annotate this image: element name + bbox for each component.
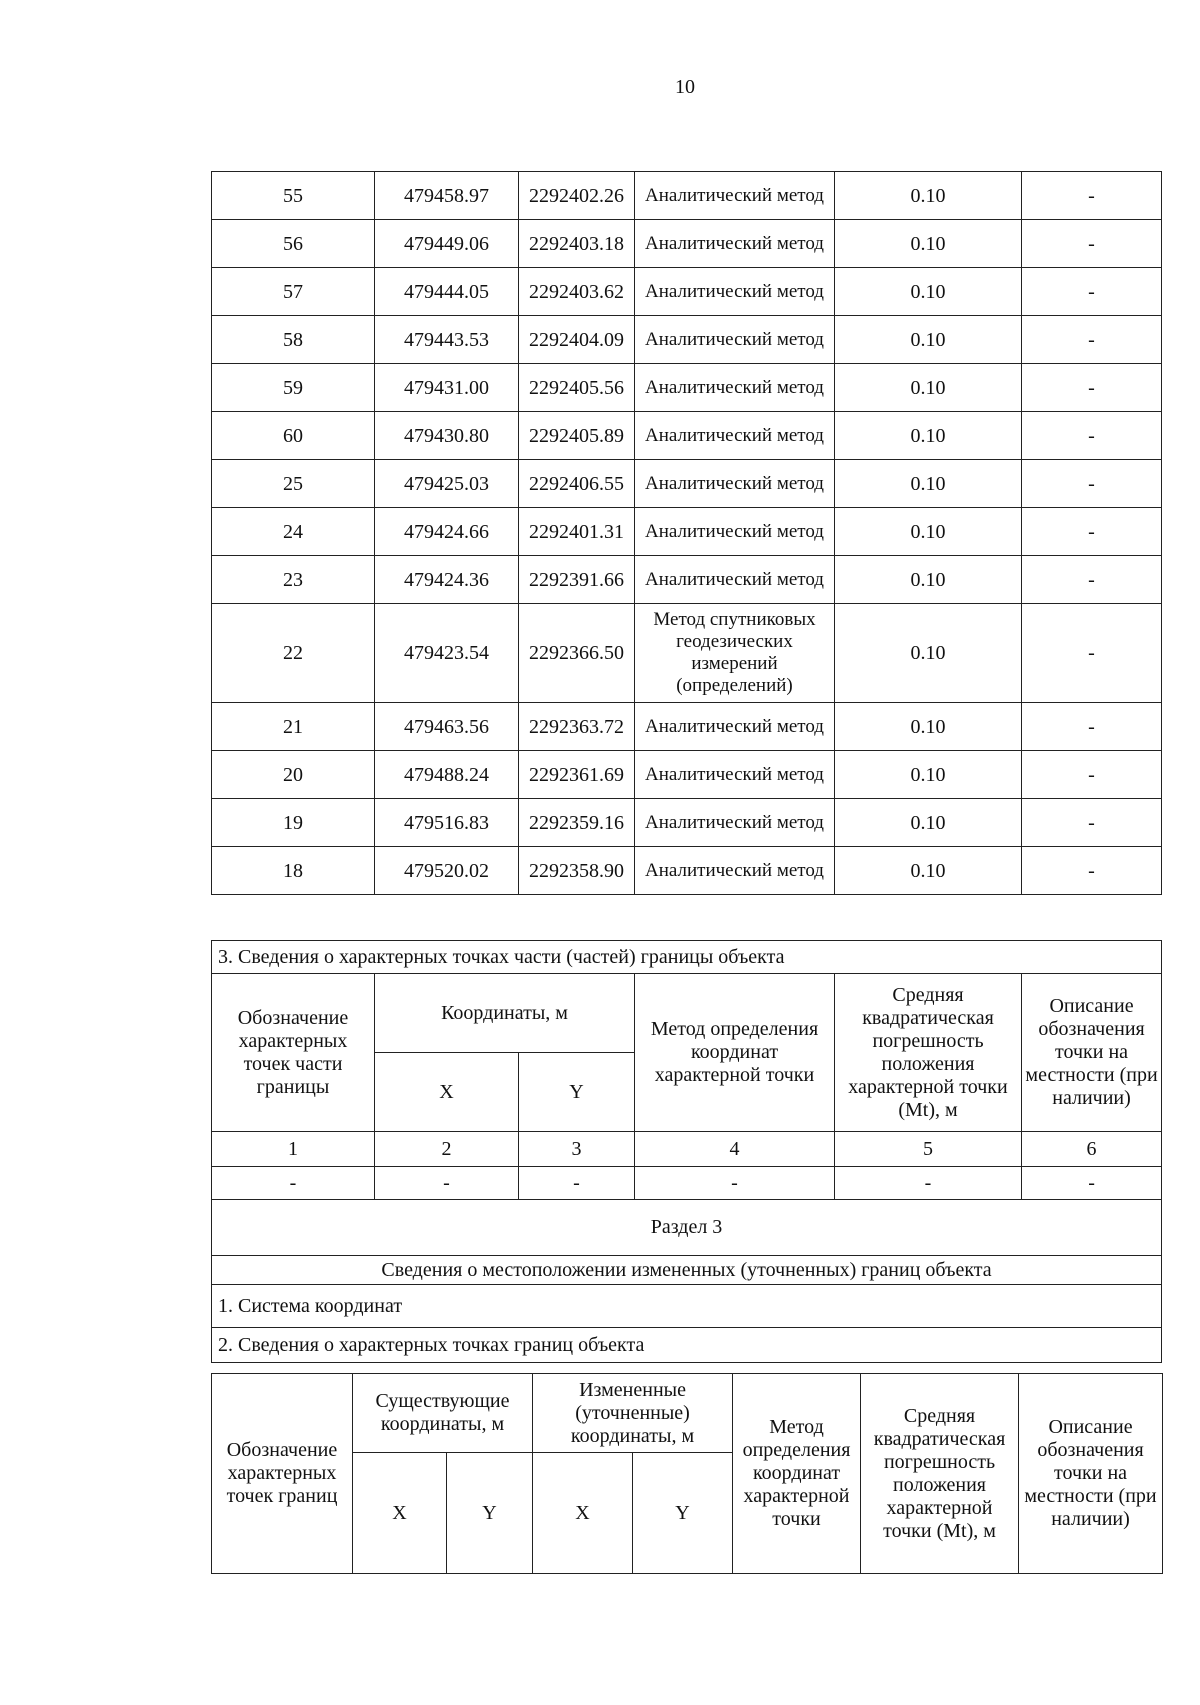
description-cell: - — [1022, 556, 1162, 604]
description-cell: - — [1022, 460, 1162, 508]
coord-y-cell: 2292404.09 — [519, 316, 635, 364]
coord-x-cell: 479516.83 — [375, 799, 519, 847]
point-id-cell: 19 — [212, 799, 375, 847]
coord-x-cell: 479463.56 — [375, 703, 519, 751]
coord-y-cell: 2292359.16 — [519, 799, 635, 847]
method-cell: Аналитический метод — [635, 847, 835, 895]
coord-y-cell: 2292403.18 — [519, 220, 635, 268]
description-cell: - — [1022, 268, 1162, 316]
column-number: 6 — [1022, 1132, 1162, 1167]
table-row — [212, 220, 1162, 268]
method-cell: Аналитический метод — [635, 364, 835, 412]
table-row — [212, 316, 1162, 364]
mt-value-cell: 0.10 — [835, 268, 1022, 316]
mt-value-cell: 0.10 — [835, 172, 1022, 220]
empty-cell: - — [635, 1167, 835, 1200]
empty-cell: - — [375, 1167, 519, 1200]
method-cell: Аналитический метод — [635, 172, 835, 220]
part-section-title: 3. Сведения о характерных точках части (частей) границы объекта — [212, 941, 1162, 974]
table-row — [212, 172, 1162, 220]
mt-value-cell: 0.10 — [835, 799, 1022, 847]
coord-y-cell: 2292363.72 — [519, 703, 635, 751]
table-row — [212, 751, 1162, 799]
method-cell: Аналитический метод — [635, 412, 835, 460]
section3-subtitle: Сведения о местоположении измененных (уточненных) границ объекта — [212, 1256, 1162, 1285]
description-cell: - — [1022, 220, 1162, 268]
method-cell: Аналитический метод — [635, 316, 835, 364]
coord-x-cell: 479424.36 — [375, 556, 519, 604]
point-id-cell: 55 — [212, 172, 375, 220]
coord-x-cell: 479488.24 — [375, 751, 519, 799]
empty-cell: - — [212, 1167, 375, 1200]
description-cell: - — [1022, 799, 1162, 847]
table-row — [212, 268, 1162, 316]
coord-x-cell: 479444.05 — [375, 268, 519, 316]
table-row — [212, 703, 1162, 751]
point-id-cell: 23 — [212, 556, 375, 604]
header-mt: Средняя квадратическая погрешность положения характерной точки (Mt), м — [861, 1374, 1019, 1574]
table-row — [212, 364, 1162, 412]
description-cell: - — [1022, 412, 1162, 460]
boundary-points-title: 2. Сведения о характерных точках границ объекта — [212, 1328, 1162, 1363]
method-cell: Аналитический метод — [635, 460, 835, 508]
coord-y-cell: 2292358.90 — [519, 847, 635, 895]
header-y: Y — [519, 1053, 635, 1132]
description-cell: - — [1022, 364, 1162, 412]
description-cell: - — [1022, 316, 1162, 364]
point-id-cell: 25 — [212, 460, 375, 508]
table-row — [212, 412, 1162, 460]
coord-x-cell: 479449.06 — [375, 220, 519, 268]
mt-value-cell: 0.10 — [835, 703, 1022, 751]
header-coordinates: Координаты, м — [375, 974, 635, 1053]
header-changed: Измененные (уточненные) координаты, м — [533, 1374, 733, 1453]
part-points-table — [211, 940, 1162, 1363]
coordinate-system-label: 1. Система координат — [212, 1285, 1162, 1328]
point-id-cell: 18 — [212, 847, 375, 895]
coord-x-cell: 479425.03 — [375, 460, 519, 508]
header-x-changed: X — [533, 1453, 633, 1574]
point-id-cell: 59 — [212, 364, 375, 412]
description-cell: - — [1022, 847, 1162, 895]
header-y-changed: Y — [633, 1453, 733, 1574]
coord-y-cell: 2292406.55 — [519, 460, 635, 508]
coord-y-cell: 2292402.26 — [519, 172, 635, 220]
description-cell: - — [1022, 604, 1162, 703]
method-cell: Аналитический метод — [635, 220, 835, 268]
points-table — [211, 171, 1162, 895]
header-x-existing: X — [353, 1453, 447, 1574]
point-id-cell: 56 — [212, 220, 375, 268]
coord-y-cell: 2292401.31 — [519, 508, 635, 556]
method-cell: Аналитический метод — [635, 703, 835, 751]
empty-cell: - — [1022, 1167, 1162, 1200]
mt-value-cell: 0.10 — [835, 460, 1022, 508]
header-designation: Обозначение характерных точек границ — [212, 1374, 353, 1574]
coord-x-cell: 479458.97 — [375, 172, 519, 220]
method-cell: Аналитический метод — [635, 268, 835, 316]
column-number: 1 — [212, 1132, 375, 1167]
column-number: 3 — [519, 1132, 635, 1167]
coord-x-cell: 479520.02 — [375, 847, 519, 895]
boundary-points-table — [211, 1373, 1163, 1574]
mt-value-cell: 0.10 — [835, 751, 1022, 799]
mt-value-cell: 0.10 — [835, 412, 1022, 460]
point-id-cell: 24 — [212, 508, 375, 556]
method-cell: Аналитический метод — [635, 799, 835, 847]
mt-value-cell: 0.10 — [835, 220, 1022, 268]
point-id-cell: 58 — [212, 316, 375, 364]
point-id-cell: 21 — [212, 703, 375, 751]
column-number: 4 — [635, 1132, 835, 1167]
coord-x-cell: 479431.00 — [375, 364, 519, 412]
method-cell: Аналитический метод — [635, 508, 835, 556]
method-cell: Аналитический метод — [635, 751, 835, 799]
coord-y-cell: 2292391.66 — [519, 556, 635, 604]
description-cell: - — [1022, 751, 1162, 799]
coord-x-cell: 479430.80 — [375, 412, 519, 460]
description-cell: - — [1022, 508, 1162, 556]
mt-value-cell: 0.10 — [835, 508, 1022, 556]
coord-y-cell: 2292405.89 — [519, 412, 635, 460]
description-cell: - — [1022, 703, 1162, 751]
coord-y-cell: 2292405.56 — [519, 364, 635, 412]
coord-x-cell: 479423.54 — [375, 604, 519, 703]
mt-value-cell: 0.10 — [835, 316, 1022, 364]
point-id-cell: 57 — [212, 268, 375, 316]
table-row — [212, 847, 1162, 895]
header-mt: Средняя квадратическая погрешность положения характерной точки (Mt), м — [835, 974, 1022, 1132]
table-row — [212, 604, 1162, 703]
mt-value-cell: 0.10 — [835, 556, 1022, 604]
coord-y-cell: 2292366.50 — [519, 604, 635, 703]
table-row — [212, 556, 1162, 604]
header-method: Метод определения координат характерной точки — [635, 974, 835, 1132]
point-id-cell: 22 — [212, 604, 375, 703]
empty-cell: - — [835, 1167, 1022, 1200]
column-number: 5 — [835, 1132, 1022, 1167]
table-row — [212, 799, 1162, 847]
header-y-existing: Y — [447, 1453, 533, 1574]
empty-cell: - — [519, 1167, 635, 1200]
section3-title: Раздел 3 — [212, 1200, 1162, 1256]
point-id-cell: 60 — [212, 412, 375, 460]
point-id-cell: 20 — [212, 751, 375, 799]
page-number: 10 — [675, 76, 695, 98]
coord-x-cell: 479424.66 — [375, 508, 519, 556]
coord-y-cell: 2292403.62 — [519, 268, 635, 316]
description-cell: - — [1022, 172, 1162, 220]
mt-value-cell: 0.10 — [835, 364, 1022, 412]
coord-y-cell: 2292361.69 — [519, 751, 635, 799]
column-number: 2 — [375, 1132, 519, 1167]
header-designation: Обозначение характерных точек части границы — [212, 974, 375, 1132]
table-row — [212, 508, 1162, 556]
header-desc: Описание обозначения точки на местности (при наличии) — [1019, 1374, 1163, 1574]
header-method: Метод определения координат характерной точки — [733, 1374, 861, 1574]
mt-value-cell: 0.10 — [835, 604, 1022, 703]
header-x: X — [375, 1053, 519, 1132]
header-desc: Описание обозначения точки на местности (при наличии) — [1022, 974, 1162, 1132]
method-cell: Метод спутниковых геодезических измерений (определений) — [635, 604, 835, 703]
mt-value-cell: 0.10 — [835, 847, 1022, 895]
coord-x-cell: 479443.53 — [375, 316, 519, 364]
method-cell: Аналитический метод — [635, 556, 835, 604]
table-row — [212, 460, 1162, 508]
header-existing: Существующие координаты, м — [353, 1374, 533, 1453]
